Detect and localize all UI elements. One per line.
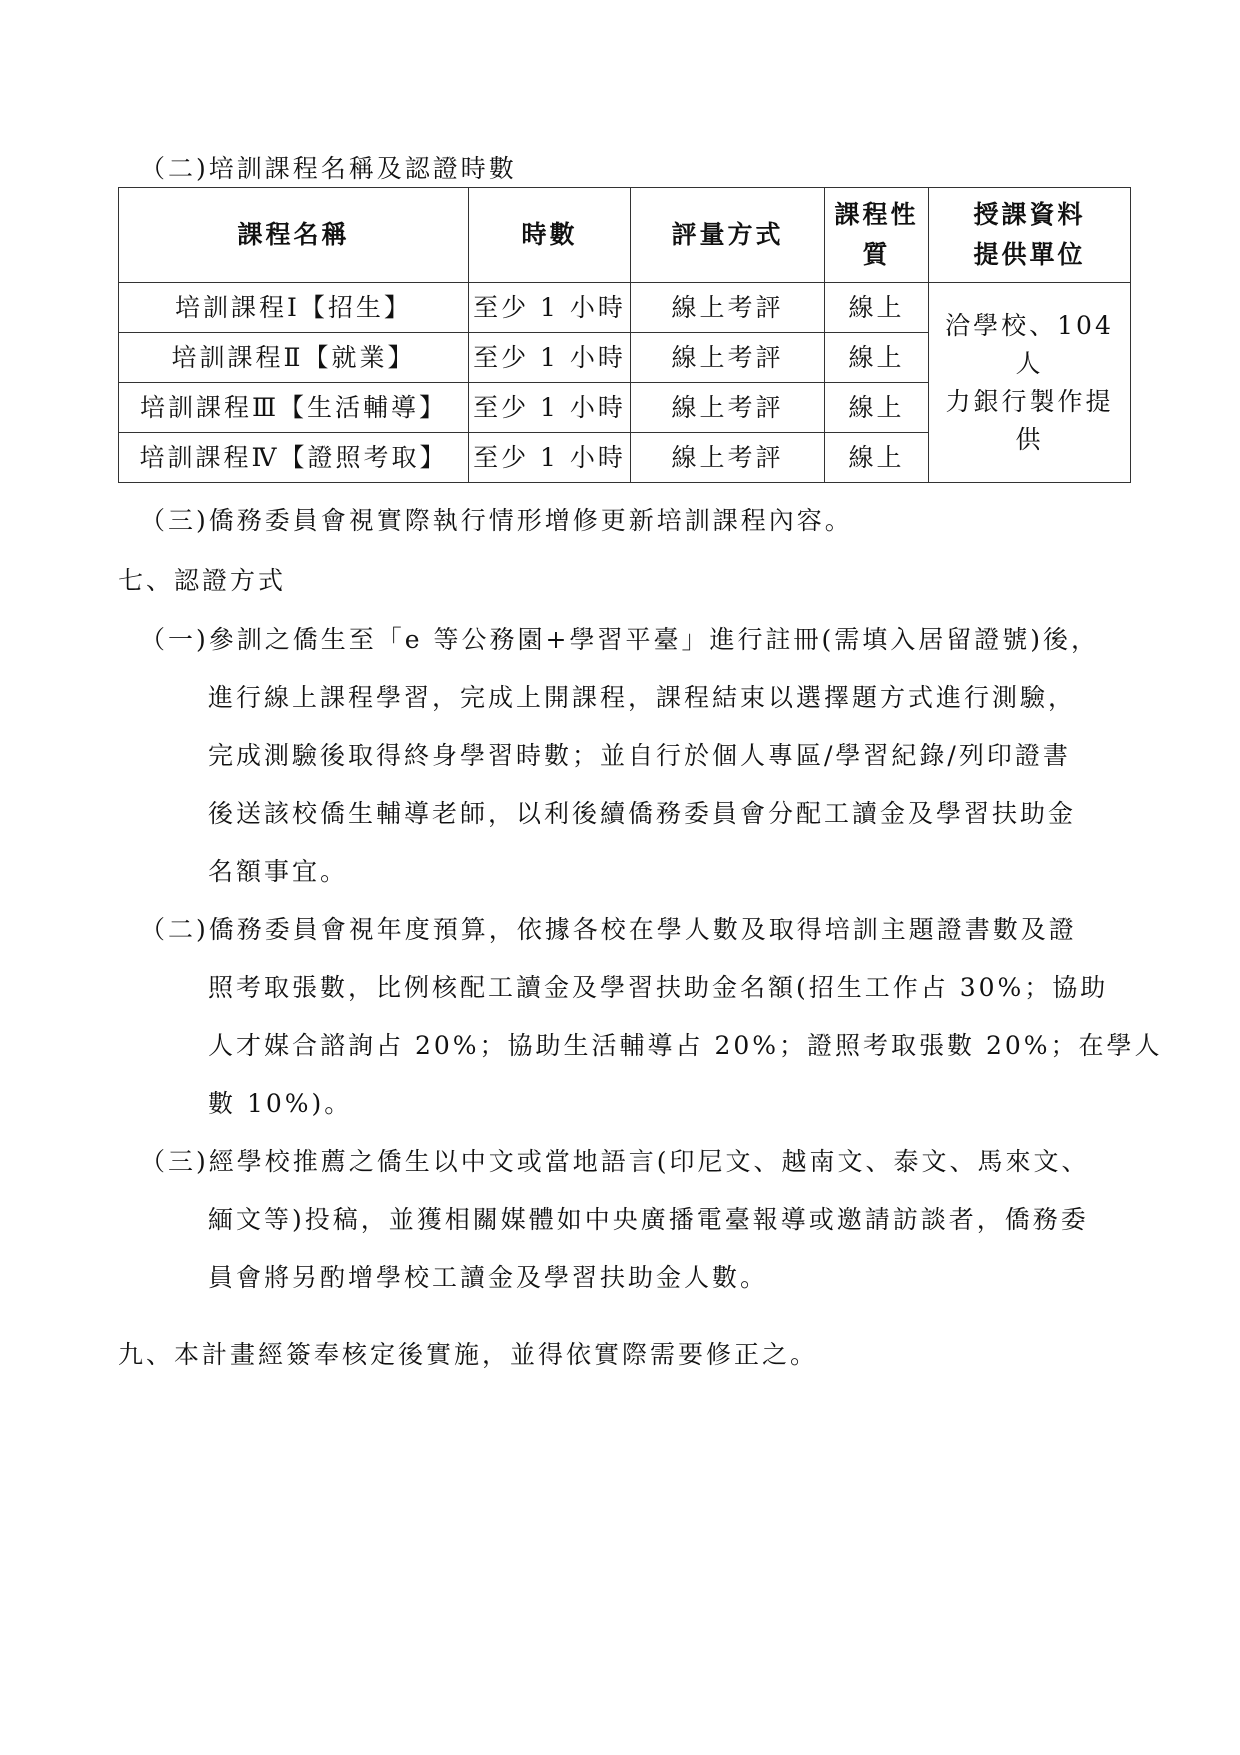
header-evaluation: 評量方式 — [631, 188, 825, 283]
item-2-line-3: 人才媒合諮詢占 20%；協助生活輔導占 20%；證照考取張數 20%；在學人 — [208, 1031, 1163, 1060]
item-2-line-1: （二)僑務委員會視年度預算，依據各校在學人數及取得培訓主題證書數及證 — [140, 915, 1077, 944]
section-3-text: （三)僑務委員會視實際執行情形增修更新培訓課程內容。 — [140, 506, 853, 535]
header-provider — [929, 188, 1131, 283]
table-header-row — [119, 188, 1131, 283]
item-3-line-1: （三)經學校推薦之僑生以中文或當地語言(印尼文、越南文、泰文、馬來文、 — [140, 1147, 1090, 1176]
provider-line-3: 供 — [1015, 424, 1044, 454]
table-row — [119, 283, 1131, 333]
header-nature — [825, 188, 929, 283]
course-name-cell: 培訓課程Ⅰ【招生】 — [119, 283, 469, 333]
course-name-cell: 培訓課程Ⅳ【證照考取】 — [119, 433, 469, 483]
header-provider-line-2: 提供單位 — [973, 240, 1086, 269]
section-2-heading: （二)培訓課程名稱及認證時數 — [140, 154, 517, 183]
hours-cell: 至少 1 小時 — [469, 283, 631, 333]
header-provider-line-1: 授課資料 — [973, 200, 1086, 229]
section-7-heading: 七、認證方式 — [118, 566, 287, 595]
course-name-cell: 培訓課程Ⅲ【生活輔導】 — [119, 383, 469, 433]
nature-cell: 線上 — [825, 283, 929, 333]
nature-cell: 線上 — [825, 383, 929, 433]
item-3-line-2: 緬文等)投稿，並獲相關媒體如中央廣播電臺報導或邀請訪談者，僑務委 — [208, 1205, 1089, 1234]
item-1-line-4: 後送該校僑生輔導老師，以利後續僑務委員會分配工讀金及學習扶助金 — [208, 799, 1077, 828]
item-1-line-5: 名額事宜。 — [208, 857, 349, 886]
training-course-table — [118, 187, 1131, 483]
evaluation-cell: 線上考評 — [631, 433, 825, 483]
item-1-line-1: （一)參訓之僑生至「e 等公務園+學習平臺」進行註冊(需填入居留證號)後， — [140, 625, 1099, 654]
nature-cell: 線上 — [825, 433, 929, 483]
hours-cell: 至少 1 小時 — [469, 383, 631, 433]
header-nature-line-2: 質 — [862, 240, 891, 269]
evaluation-cell: 線上考評 — [631, 383, 825, 433]
header-nature-line-1: 課程性 — [834, 200, 919, 229]
course-name-cell: 培訓課程Ⅱ【就業】 — [119, 333, 469, 383]
evaluation-cell: 線上考評 — [631, 283, 825, 333]
provider-line-2: 力銀行製作提 — [945, 386, 1114, 416]
item-2-line-4: 數 10%)。 — [208, 1089, 353, 1118]
provider-line-1: 洽學校、104 人 — [945, 310, 1114, 378]
item-1-line-3: 完成測驗後取得終身學習時數；並自行於個人專區/學習紀錄/列印證書 — [208, 741, 1071, 770]
hours-cell: 至少 1 小時 — [469, 433, 631, 483]
header-hours: 時數 — [469, 188, 631, 283]
hours-cell: 至少 1 小時 — [469, 333, 631, 383]
provider-cell — [929, 283, 1131, 483]
header-course-name: 課程名稱 — [119, 188, 469, 283]
evaluation-cell: 線上考評 — [631, 333, 825, 383]
section-9-text: 九、本計畫經簽奉核定後實施，並得依實際需要修正之。 — [118, 1340, 819, 1369]
item-2-line-2: 照考取張數，比例核配工讀金及學習扶助金名額(招生工作占 30%；協助 — [208, 973, 1109, 1002]
item-3-line-3: 員會將另酌增學校工讀金及學習扶助金人數。 — [208, 1263, 769, 1292]
nature-cell: 線上 — [825, 333, 929, 383]
item-1-line-2: 進行線上課程學習，完成上開課程，課程結束以選擇題方式進行測驗， — [208, 683, 1077, 712]
